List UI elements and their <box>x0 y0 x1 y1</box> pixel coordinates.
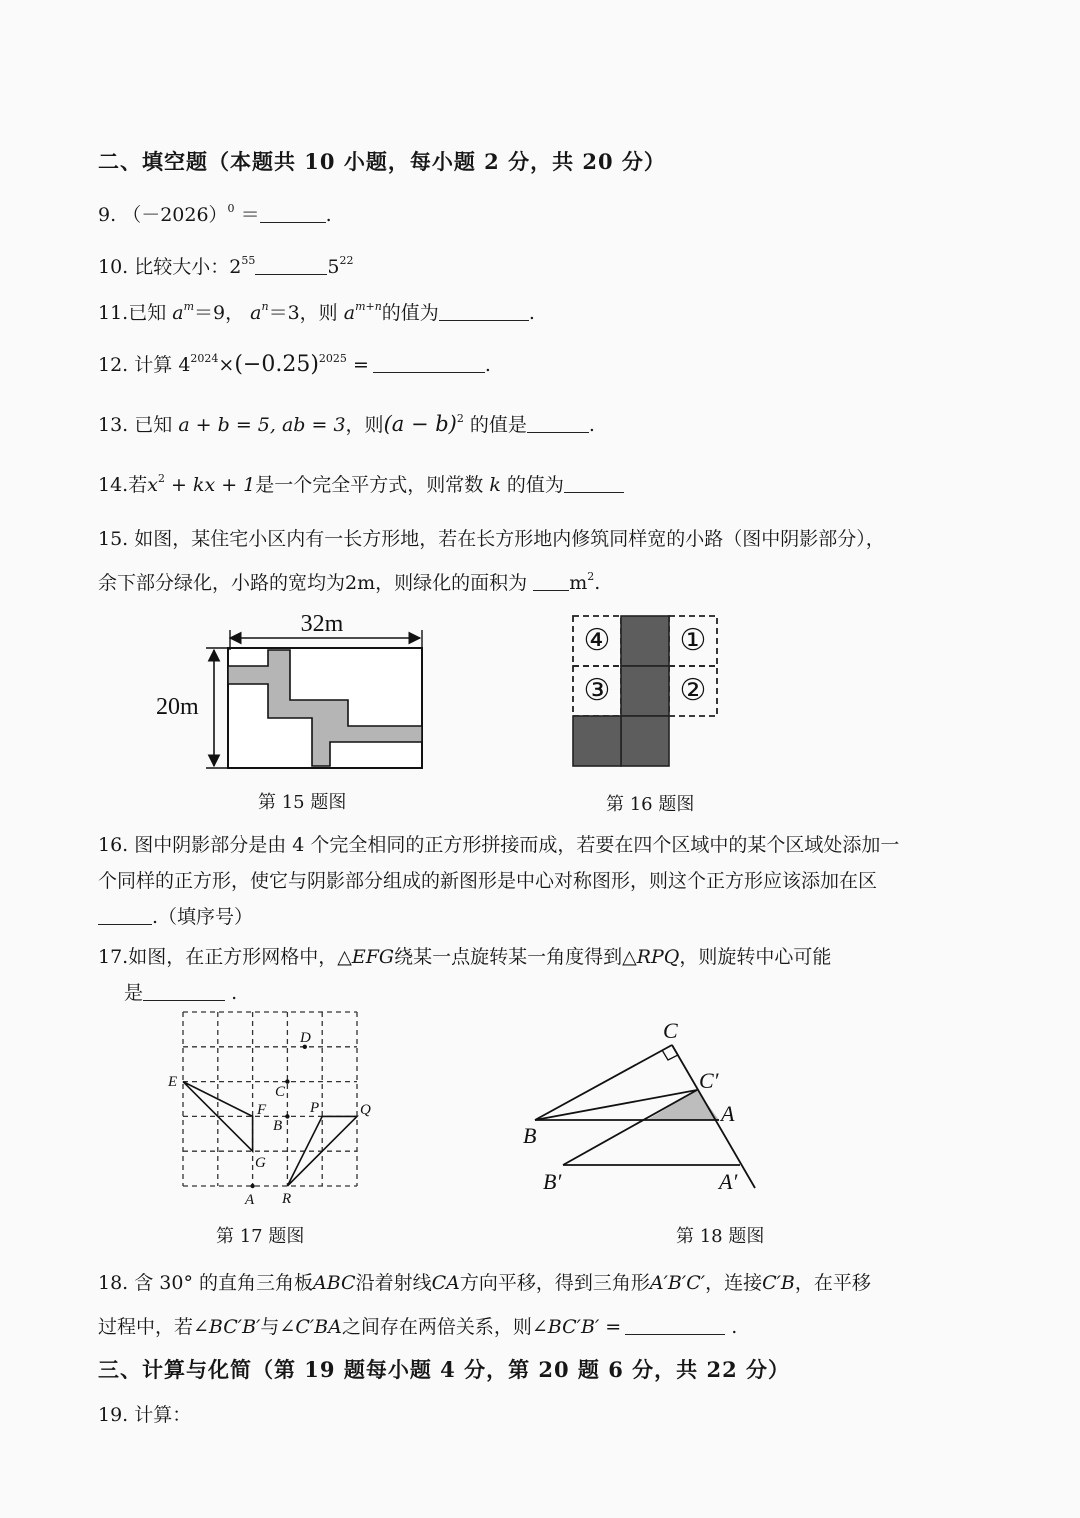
q17-answer-blank[interactable] <box>143 1000 225 1001</box>
q18-angle3: ∠BC′B′ <box>531 1316 600 1338</box>
q14-k: k <box>489 474 501 496</box>
q13-expr: (a − b) <box>383 412 457 436</box>
q17-line2 <box>124 978 237 1005</box>
q14-answer-blank[interactable] <box>564 492 624 493</box>
q13-condition: a + b = 5, ab = 3 <box>178 414 346 436</box>
fig18-shaded-overlap <box>647 1090 719 1120</box>
q13-exp: 2 <box>456 412 464 425</box>
q14-text3: 的值为 <box>506 474 564 496</box>
q16-line3 <box>98 902 253 929</box>
q18-ca: CA <box>431 1272 460 1294</box>
q18-line1d: ，连接 <box>705 1272 763 1294</box>
fig15-caption: 第 15 题图 <box>258 792 347 813</box>
q17-efg: EFG <box>351 946 395 968</box>
fig16-region-1: ① <box>679 624 707 657</box>
fig15-height-label: 20m <box>156 694 199 720</box>
q11-period: . <box>528 302 535 324</box>
fig16-region-3: ③ <box>583 674 611 707</box>
q12-equals: = <box>346 354 369 376</box>
q13-text2: ，则 <box>345 414 384 436</box>
section-2-title: 二、填空题（本题共 10 小题，每小题 2 分，共 20 分） <box>98 149 666 174</box>
q9-expression: （－2026） <box>122 204 228 226</box>
q18-abc: ABC <box>313 1272 356 1294</box>
q10-text: 比较大小： <box>134 256 230 278</box>
q12-period: . <box>484 354 491 376</box>
fig16-shaded-square-1 <box>621 616 669 666</box>
fig16-shaded-square-3 <box>621 716 669 766</box>
q15-width: 2m <box>345 572 376 594</box>
fig17-label-f: F <box>257 1102 267 1118</box>
q11-text1: 11.已知 <box>98 302 167 324</box>
fig17-label-c: C <box>275 1084 286 1100</box>
q11-n: n <box>261 300 269 313</box>
q14-poly: + kx + 1 <box>164 474 256 496</box>
q16-line3-text: .（填序号） <box>152 906 254 928</box>
q18-line2c: 之间存在两倍关系，则 <box>341 1316 532 1338</box>
q17-triangle-symbol-2: △ <box>622 946 637 968</box>
fig18-label-b: B <box>523 1123 537 1148</box>
q18-angle1: ∠BC′B′ <box>193 1316 261 1338</box>
fig18-caption: 第 18 题图 <box>676 1226 765 1247</box>
q18-line1a: 18. 含 30° 的直角三角板 <box>98 1272 314 1294</box>
fig17-grid <box>183 1012 357 1186</box>
fig17-label-r: R <box>282 1191 292 1207</box>
q10-exp2: 22 <box>339 254 354 267</box>
q10-number: 10. <box>98 256 129 278</box>
fig15-width-label: 32m <box>300 611 344 637</box>
question-19: 19. 计算： <box>98 1404 192 1426</box>
q12-answer-blank[interactable] <box>373 372 485 373</box>
q12-base1: 4 <box>178 354 191 376</box>
q18-line1c: 方向平移，得到三角形 <box>459 1272 650 1294</box>
q11-mid2: ＝3，则 <box>268 302 338 324</box>
fig18-label-a: A <box>721 1101 735 1126</box>
figure-18 <box>515 1012 775 1202</box>
q13-text3: 的值是 <box>469 414 527 436</box>
q9-answer-blank[interactable] <box>260 222 326 223</box>
q17-line1 <box>98 942 831 969</box>
q14-text2: 是一个完全平方式，则常数 <box>255 474 484 496</box>
q9-exponent: 0 <box>227 202 235 215</box>
q18-angle2: ∠C′BA <box>279 1316 342 1338</box>
q14-text1: 14.若 <box>98 474 148 496</box>
fig17-label-d: D <box>300 1030 311 1046</box>
q15-line2a: 余下部分绿化，小路的宽均为 <box>98 572 346 594</box>
q17-rpq: RPQ <box>636 946 680 968</box>
q14-x: x <box>147 474 158 496</box>
q14-exp: 2 <box>157 472 165 485</box>
q17-text2: 绕某一点旋转某一角度得到 <box>394 946 623 968</box>
q16-answer-blank[interactable] <box>98 924 152 925</box>
q11-a2: a <box>250 302 262 324</box>
question-11 <box>98 298 535 325</box>
q16-line1: 16. 图中阴影部分是由 4 个完全相同的正方形拼接而成，若要在四个区域中的某个区域处添加一 <box>98 834 900 856</box>
q11-m: m <box>183 300 195 313</box>
fig18-label-a-prime: A′ <box>719 1169 738 1194</box>
figure-17 <box>160 1004 380 1214</box>
q12-exp1: 2024 <box>190 352 219 365</box>
q15-answer-blank[interactable] <box>533 590 569 591</box>
fig17-caption: 第 17 题图 <box>216 1226 305 1247</box>
q18-period: . <box>731 1316 738 1338</box>
fig16-shaded-square-2 <box>621 666 669 716</box>
question-10 <box>98 252 353 279</box>
q15-line2 <box>98 568 600 595</box>
q13-period: . <box>588 414 595 436</box>
q12-times: × <box>218 354 235 376</box>
question-13 <box>98 410 595 437</box>
q13-answer-blank[interactable] <box>527 432 589 433</box>
q11-text2: 的值为 <box>381 302 439 324</box>
q17-text1: 17.如图，在正方形网格中， <box>98 946 338 968</box>
q10-exp1: 55 <box>241 254 256 267</box>
q9-number: 9. <box>98 204 117 226</box>
q17-period: . <box>231 982 238 1004</box>
question-12 <box>98 350 491 377</box>
fig16-caption: 第 16 题图 <box>606 794 695 815</box>
fig16-region-4: ④ <box>583 624 611 657</box>
fig18-label-b-prime: B′ <box>543 1169 562 1194</box>
fig17-label-g: G <box>255 1155 266 1171</box>
q9-period: . <box>325 204 332 226</box>
q18-line2b: 与 <box>260 1316 280 1338</box>
q18-abc-prime: A′B′C′ <box>649 1272 706 1294</box>
q15-unit: m <box>569 572 588 594</box>
q17-line2-text: 是 <box>124 982 144 1004</box>
q18-line1e: ，在平移 <box>794 1272 871 1294</box>
fig17-label-b: B <box>273 1118 283 1134</box>
q12-text: 12. 计算 <box>98 354 173 376</box>
fig16-region-2: ② <box>679 674 707 707</box>
q18-line2a: 过程中，若 <box>98 1316 194 1338</box>
q15-unit-exp: 2 <box>587 570 595 583</box>
fig17-label-q: Q <box>360 1102 371 1118</box>
q13-text1: 13. 已知 <box>98 414 173 436</box>
q11-mn: m+n <box>355 300 382 313</box>
q18-cb: C′B <box>762 1272 795 1294</box>
figure-15 <box>150 608 440 778</box>
q11-a3: a <box>343 302 356 324</box>
q15-period: . <box>594 572 601 594</box>
fig17-label-p: P <box>310 1100 320 1116</box>
q17-triangle-symbol-1: △ <box>337 946 352 968</box>
fig18-label-c-prime: C′ <box>699 1068 719 1093</box>
q16-line2: 个同样的正方形，使它与阴影部分组成的新图形是中心对称图形，则这个正方形应该添加在区 <box>98 870 878 892</box>
q10-base2: 5 <box>327 256 340 278</box>
q17-text3: ，则旋转中心可能 <box>679 946 832 968</box>
q11-a: a <box>172 302 184 324</box>
q12-expr: (−0.25) <box>234 352 319 377</box>
q10-answer-blank[interactable] <box>255 274 327 275</box>
q11-answer-blank[interactable] <box>439 320 529 321</box>
fig17-label-e: E <box>168 1074 178 1090</box>
q18-line1b: 沿着射线 <box>355 1272 432 1294</box>
q10-base1: 2 <box>229 256 242 278</box>
q15-line1: 15. 如图，某住宅小区内有一长方形地，若在长方形地内修筑同样宽的小路（图中阴影部分）， <box>98 528 885 550</box>
figure-16 <box>565 610 725 770</box>
fig17-label-a: A <box>245 1192 255 1208</box>
fig18-label-c: C <box>663 1018 678 1043</box>
q18-answer-blank[interactable] <box>625 1334 725 1335</box>
q12-exp2: 2025 <box>318 352 347 365</box>
question-9 <box>98 200 332 227</box>
q18-equals: = <box>599 1316 622 1338</box>
q9-equals: ＝ <box>240 204 260 226</box>
q11-mid1: ＝9， <box>194 302 245 324</box>
section-3-title: 三、计算与化简（第 19 题每小题 4 分，第 20 题 6 分，共 22 分） <box>98 1357 791 1382</box>
q18-line2 <box>98 1312 737 1339</box>
question-14 <box>98 470 624 497</box>
q15-line2b: ，则绿化的面积为 <box>375 572 528 594</box>
fig16-shaded-square-4 <box>573 716 621 766</box>
q18-line1 <box>98 1268 871 1295</box>
